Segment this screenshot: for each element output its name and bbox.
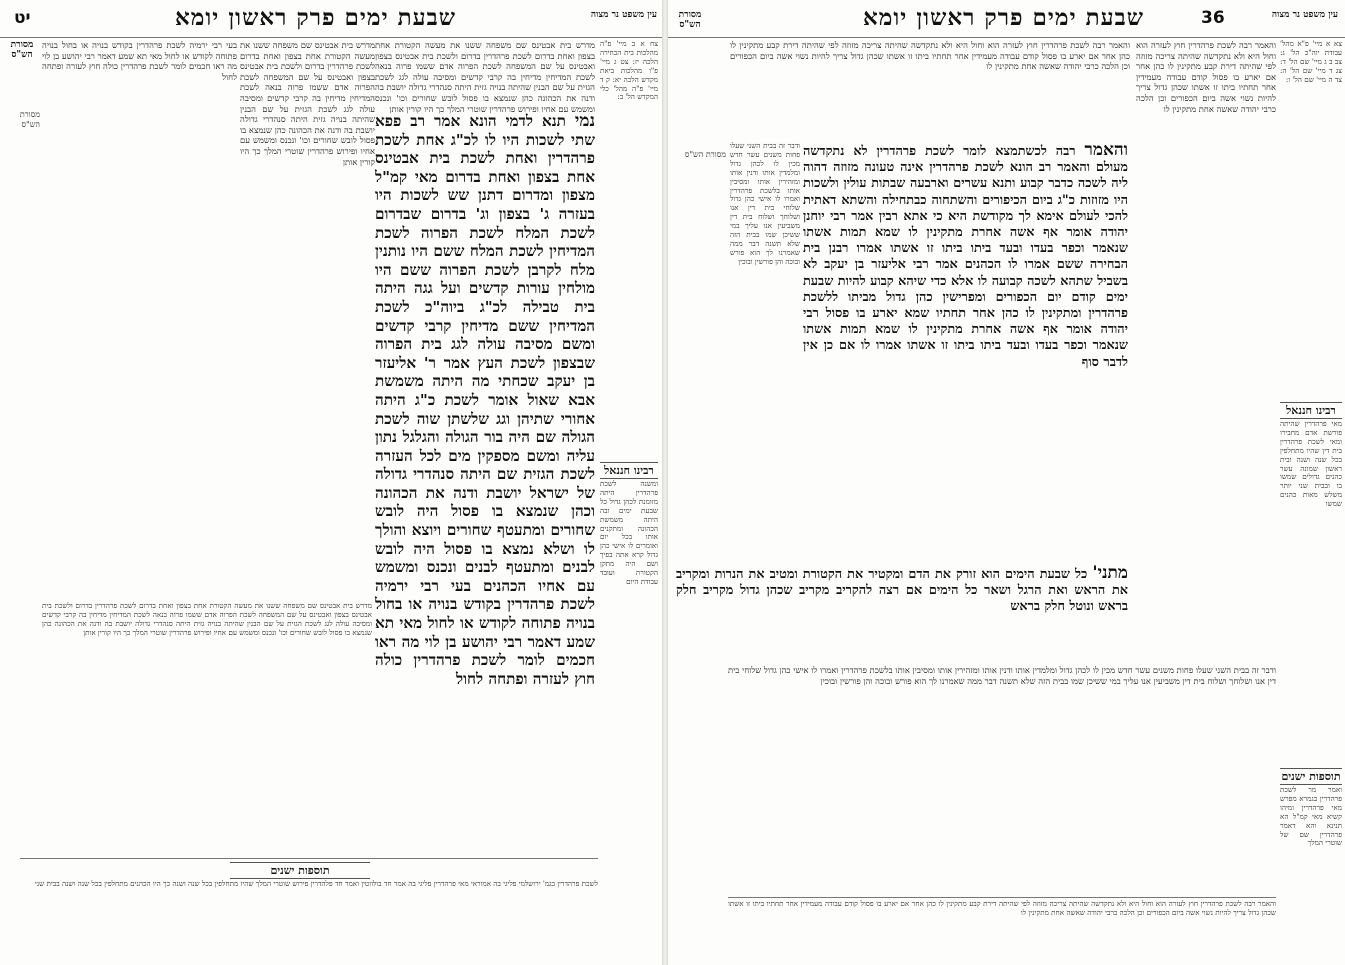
right-margin-refs [668,150,726,160]
right-inner-commentary: ודבר זה בבית השני שעלו פחות משנים עשר חדש מכין לו לכהן גדול ומלמדין אותו ודנין אותו ומזהירין אותו ומסיבין אותו בלשכת פרהדרין ואמרו לו אישי כהן גדול שלוחי בית דין אנו ושלוחך ושלוח בית דין משביעין אנו עליך במי ששיכן שמו בבית הזה שלא תשנה דבר ממה שאמרנו לך הוא פורש ובוכה והן פורשין ובוכין [730,141,800,266]
right-mishnah-text: כל שבעת הימים הוא זורק את הדם ומקטיר את הקטורת ומטיב את הנרות ומקריב את הראש ואת הרגל ושאר כל הימים אם רצה להקריב מקריב שכהן גדול מקריב חלק בראש ונוטל חלק בראש [676,567,1128,615]
left-tosafot-text: לשכת פרהדרין בגמ' ירושלמי פליגי בה אמוראי מאי פרהדרין פליגי בה אמר חד בולווטין ואמר חד פלהדרין פירוש שוטרי המלך שהיו מתחלפין בכל שנה ושנה כך היו הכהנים מתחלפין בכל שנה ושנה בבית שני [34,879,598,888]
left-page-number: יט [14,8,31,28]
right-mishnah-block [676,565,1128,661]
right-rashi-outer: והאמר רבה לשכת פרהדרין חוץ לעזרה הוא וחול היא ולא נתקדשה שהיתה צריכה מזוזה לפי שהיתה דירת קבע מתקינין לו כהן אחר אם יארע בו פסול קודם עבודה מעמידין אחר תחתיו ביתו זו אשתו שכהן גדול צריך להיות נשוי אשה ביום הכפורים וכן הלכה כרבי יהודה שאשה אחת מתקינין לו [1136,40,1276,114]
right-header-side-label: עין משפט נר מצוה [1271,10,1338,20]
right-margin-ref: מסורת הש"ס [684,150,726,159]
left-rabbenu-title: רבינו חננאל [600,462,658,479]
left-top-commentary: מדרש בית אבטינס שם משפחה ששנו את מעשה הקטורת אחת בצפון ואחת בדרום לשכת פרהדרין בדרום ולשכת בית אבטינס בצפון ואבטינס על שם המשפחה לשכת הפרוה אדם ששמו פרוה בנאה לשכת המדיחין מדיחין בה קרבי קדשים ומסיבה עולה לגג לשכת הגזית על שם הבנין שהיתה בנויה גזית היתה סנהדרי גדולה יושבת בה ודנה את הכהונה כהן שנמצא בו פסול לובש שחורים וכו' ונכנס ומשמש עם אחיו ופירוש פרהדרין שוטרי המלך כך היו קורין אותן [375,40,595,114]
left-masoret-label: מסורת הש"ס [10,40,34,60]
left-header-rule [0,37,662,38]
left-header [0,4,662,34]
right-mishnah-title: מתני' [1092,563,1128,583]
left-bottom-rule [20,858,598,859]
left-bottom-commentary: מדרש בית אבטינס שם משפחה ששנו את מעשה הקטורת אחת בצפון ואחת בדרום לשכת פרהדרין בדרום ולשכת בית אבטינס בצפון ואבטינס על שם המשפחה לשכת הפרוה אדם ששמו פרוה בנאה לשכת המדיחין מדיחין בה קרבי קדשים ומסיבה עולה לגג לשכת הגזית על שם הבנין שהיתה בנויה גזית היתה סנהדרי גדולה יושבת בה ודנה את הכהונה כהן שנמצא בו פסול לובש שחורים וכו' ונכנס ומשמש עם אחיו ופירוש פרהדרין שוטרי המלך כך היו קורין אותן [42,601,372,637]
left-margin-refs [0,110,40,130]
left-gemara-lead: נמי [574,111,595,131]
left-rabbenu-text: ומשנה לשכת פרהדרין היתה מזומנת לכהן גדול כל שבעת ימים ובה היתה משמשת הכהונה ומתקנים אותו בכל יום ואומרים לו אישי כהן גדול קרא אתה בפיך ושם היה מתקן הקטורת ועובד עבודת היום [600,479,658,586]
right-rabbenu-title: רבינו חננאל [1280,402,1342,419]
right-gemara-text-2: אמרו רבנן בית הבחירה ששם אמרו לו הכהנים אמר רבי אליעזר בן יעקב לא בשביל שתהא לשכה קבועה לו אלא כדי שיהא קבוע להיות שבעת ימים קודם יום הכפורים ומפרישין כהן גדול מביתו ללשכת פרהדרין ומתקינין לו כהן אחר תחתיו שמא יארע בו פסול רבי יהודה אומר אף אשה אחרת מתקינין לו שמא תמות אשתו שנאמר וכפר בעדו ובעד ביתו ביתו זו אשתו אמרו לו אם כן אין לדבר סוף [803,241,1128,370]
left-rashi-outer: מדרש בית אבטינס שם משפחה ששנו את מעשה הקטורת אחת בצפון ואחת בדרום לשכת פרהדרין בדרום ולשכת בית אבטינס בצפון ואבטינס על שם המשפחה לשכת הפרוה אדם ששמו פרוה בנאה לשכת המדיחין מדיחין בה קרבי קדשים ומסיבה עולה לגג לשכת הגזית על שם הבנין שהיתה בנויה גזית היתה סנהדרי גדולה יושבת בה ודנה את הכהונה כהן שנמצא בו פסול לובש שחורים וכו' ונכנס ומשמש עם אחיו ופירוש פרהדרין שוטרי המלך כך היו קורין אותן [240,40,375,167]
right-tosafot-text: ואמר מר לשכת פרהדרין בגמרא מפרש מאי פרהדרין ומיהו קשיא מאי קמ"ל הא תנינא והא דאמר פרהדרין שם של שוטרי המלך [1280,785,1342,848]
right-bottom-rule [728,897,1276,898]
right-header-title: שבעת ימים פרק ראשון יומא [863,4,1145,31]
page-right [668,0,1345,965]
right-header-rule [668,37,1345,38]
left-gemara-text-2: בעי רבי ירמיה לשכת פרהדרין בקודש בנויה או בחול בנויה פתוחה לקודש או לחול מאי תא שמע דאמר רבי יהושע בן לוי מה ראו חכמים לומר לשכת פרהדרין כולה חוץ לעזרה ופתחה לחול [375,576,595,688]
right-gemara-main [803,142,1128,562]
right-bottom-notes: והאמר רבה לשכת פרהדרין חוץ לעזרה הוא וחול היא ולא נתקדשה שהיתה צריכה מזוזה לפי שהיתה דירת קבע מתקינין לו כהן אחר אם יארע בו פסול קודם עבודה מעמידין אחר תחתיו ביתו זו אשתו שכהן גדול צריך להיות נשוי אשה ביום הכפורים וכן הלכה כרבי יהודה שאשה אחת מתקינין לו [728,899,1276,917]
right-masoret-label: מסורת הש"ס [678,10,702,30]
left-side-notes: צח א ב מיי' פ"ה מהלכות בית הבחירה הלכה יז: צט ג מיי' פ"ו מהלכות ביאת מקדש הלכה יא: ק ד מיי' פ"ה מהל' כלי המקדש הל' ב: [600,39,658,102]
right-tosafot-title: תוספות ישנים [1281,770,1341,783]
right-bottom-commentary: ודבר זה בבית השני שעלו פחות משנים עשר חדש מכין לו לכהן גדול ומלמדין אותו ודנין אותו ומזהירין אותו ומסיבין אותו בלשכת פרהדרין ואמרו לו אישי כהן גדול שלוחי בית דין אנו ושלוחך ושלוח בית דין משביעין אנו עליך במי ששיכן שמו בבית הזה שלא תשנה דבר ממה שאמרנו לך הוא פורש ובוכה והן פורשין ובוכין [728,665,1276,686]
right-top-commentary: והאמר רבה לשכת פרהדרין חוץ לעזרה הוא וחול היא ולא נתקדשה שהיתה צריכה מזוזה לפי שהיתה דירת קבע מתקינין לו כהן אחר אם יארע בו פסול קודם עבודה מעמידין אחר תחתיו ביתו זו אשתו שכהן גדול צריך להיות נשוי אשה ביום הכפורים וכן הלכה כרבי יהודה שאשה אחת מתקינין לו [730,40,1130,72]
right-rabbenu-text: מאי פרהדרין שהיתה פורשת אדם מחבירו ומאי לשכת פרהדרין בית דין שהיו מתחלפין בכל שנה ושנה ובית ראשון שמונה עשר כהנים גדולים שמשו בו ובבית שני יותר משלש מאות כהנים שמשו [1280,419,1342,509]
right-header [668,4,1345,34]
left-gemara-text: תנא לדמי הונא אמר רב פפא שתי לשכות היו לו לכ"ג אחת לשכת פרהדרין ואחת לשכת בית אבטינס אחת בצפון ואחת בדרום מאי קמ"ל מצפון ומדרום דתנן שש לשכות היו בעזרה ג' בצפון וג' בדרום שבדרום לשכת המלח לשכת הפרוה לשכת המדיחין לשכת המלח ששם היו נותנין מלח לקרבן לשכת הפרוה ששם היו מולחין עורות קדשים ועל גגה היתה בית טבילה לכ"ג ביוה"כ לשכת המדיחין ששם מדיחין קרבי קדשים ומשם מסיבה עולה לגג בית הפרוה שבצפון לשכת העץ אמר ר' אליעזר בן יעקב שכחתי מה היתה משמשת אבא שאול אומר לשכת כ"ג היתה אחורי שתיהן וגג שלשתן שוה לשכת הגולה שם היה בור הגולה והגלגל נתון עליה ומשם מספקין מים לכל העזרה לשכת הגזית שם היתה סנהדרי גדולה של ישראל יושבת ודנה את הכהונה וכהן שנמצא בו פסול היה לובש שחורים ומתעטף שחורים ויוצא והולך לו ושלא נמצא בו פסול היה לובש לבנים ומתעטף לבנים ונכנס ומשמש עם אחיו הכהנים [375,112,595,595]
left-margin-ref: מסורת הש"ס [19,110,40,129]
right-page-number: 36 [1201,8,1225,28]
left-gemara-main [375,112,595,857]
left-header-side-label: עין משפט נר מצוה [590,10,657,20]
left-tosafot-title: תוספות ישנים [230,862,370,879]
left-header-title: שבעת ימים פרק ראשון יומא [175,4,457,31]
right-mishnah-lead: והאמר [1084,140,1128,160]
page-left [0,0,663,965]
right-side-notes: צא א מיי' פ"א מהל' עבודת יוה"כ הל' ג: צב ב ג מיי' שם הל' ד: צג ד מיי' שם הל' ה: צד ה מיי' שם הל' ו: [1280,39,1342,84]
left-inner-commentary: בעי רבי ירמיה לשכת פרהדרין בקודש בנויה או בחול בנויה פתוחה לקודש או לחול מאי תא שמע דאמר רבי יהושע בן לוי מה ראו חכמים לומר לשכת פרהדרין כולה חוץ לעזרה ופתחה לחול [42,40,237,82]
right-gemara-text: רבה לכשתמצא לומר לשכת פרהדרין לא נתקדשה מעולם והאמר רב הונא לשכת פרהדרין אינה טעונה מזוזה דהוה ליה לשכה כדבר קבוע ותנא עשרים וארבעה שבתות עולין ולשכות היו מזוזות כ"ג ביום הכיפורים והשתחוה כבתחילה והשתא דאתית להכי לעולם אימא לך מקודשת היא כי אתא רבין אמר רבי יוחנן יהודה אומר אף אשה אחרת מתקינין לו שמא תמות אשתו שנאמר וכפר בעדו ובעד ביתו ביתו זו אשתו [803,144,1128,257]
